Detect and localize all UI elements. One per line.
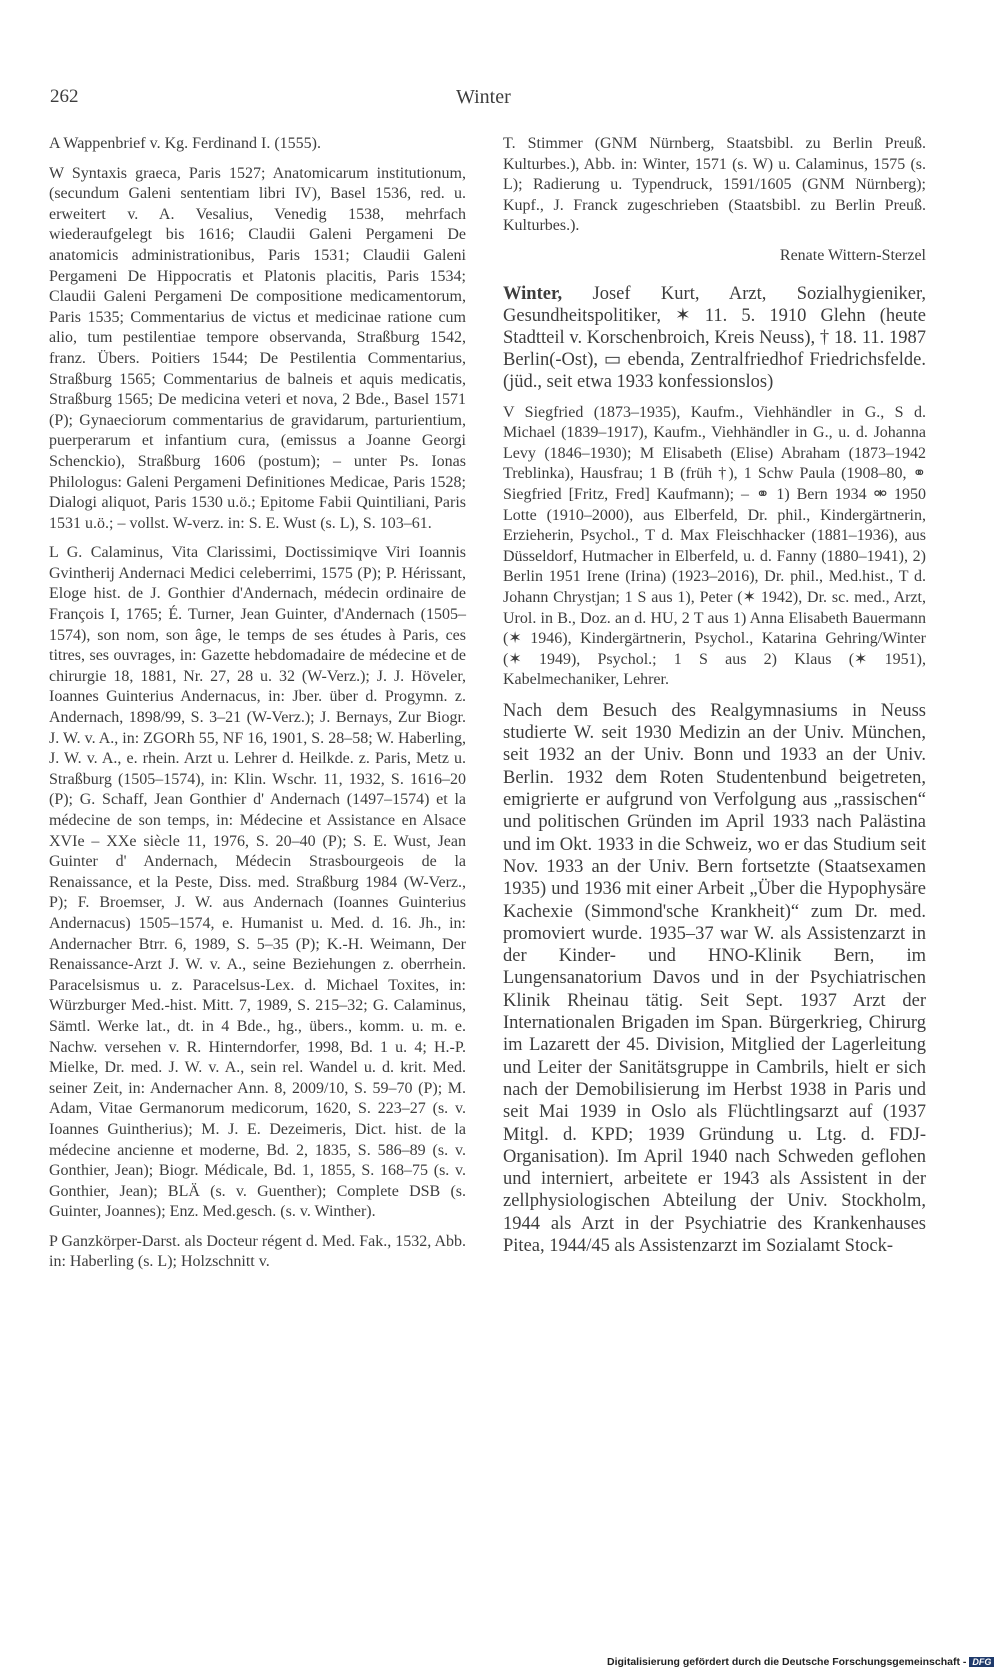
page-number: 262 xyxy=(50,86,79,107)
running-head: Winter xyxy=(456,86,511,108)
genealogy-entry: V Siegfried (1873–1935), Kaufm., Viehhändler in G., S d. Michael (1839–1917), Kaufm., Viehhändler in G., u. d. Johanna Levy (1846–1930); M Elisabeth (Elise) Abraham (1873–1942 Treblinka), Hausfrau; 1 B (früh †), 1 Schw Paula (1908–80, ⚭ Siegfried [Fritz, Fred] Kaufmann); – ⚭ 1) Bern 1934 ⚮ 1950 Lotte (1910–2000), aus Elberfeld, Dr. phil., Kindergärtnerin, Erzieherin, Psychol., T d. Max Fleischhacker (1881–1936), aus Düsseldorf, Hutmacher in Elberfeld, u. d. Fanny (1880–1941), 2) Berlin 1951 Irene (Irina) (1923–2016), Dr. phil., Med.hist., T d. Johann Chrystjan; 1 S aus 1), Peter (✶ 1942), Dr. sc. med., Arzt, Urol. in B., Doz. an d. HU, 2 T aus 1) Anna Elisabeth Bauermann (✶ 1946), Kindergärtnerin, Psychol., Katarina Gehring/Winter (✶ 1949), Psychol.; 1 S aus 2) Klaus (✶ 1951), Kabelmechaniker, Lehrer. xyxy=(503,403,926,689)
author-signature: Renate Wittern-Sterzel xyxy=(779,246,926,264)
literature-entry: L G. Calaminus, Vita Clarissimi, Doctissimiqve Viri Ioannis Gvintherij Andernaci Medici celeberrimi, 1575 (P); P. Hérissant, Eloge hist. de J. Gonthier d'Andernach, médecin ordinaire de François I, 1765; É. Turner, Jean Guinter, d'Andernach (1505–1574), son nom, son âge, le temps de ses études à Paris, ces titres, ses ouvrages, in: Gazette hebdomadaire de médecine et de chirurgie 18, 1881, Nr. 27, 28 u. 32 (W-Verz.); J. J. Höveler, Ioannes Guinterius Andernacus, in: Jber. über d. Progymn. z. Andernach, 1898/99, S. 3–21 (W-Verz.); J. Bernays, Zur Biogr. J. W. v. A., in: ZGORh 55, NF 16, 1901, S. 28–58; W. Haberling, J. W. v. A., e. rhein. Arzt u. Lehrer d. Heilkde. z. Paris, Metz u. Straßburg (1505–1574), in: Klin. Wschr. 11, 1932, S. 1616–20 (P); G. Schaff, Jean Gonthier d' Andernach (1497–1574) et la médecine de son temps, in: Médecine et Assistance en Alsace XVIe – XXe siècle 11, 1976, S. 20–40 (P); S. E. Wust, Jean Guinter d' Andernach, Médecin Strasbourgeois de la Renaissance, et la Peste, Diss. med. Straßburg 1984 (W-Verz., P); F. Broemser, J. W. aus Andernach (Ioannes Guinterius Andernacus) 1505–1574, e. Humanist u. Med. d. 16. Jh., in: Andernacher Btrr. 6, 1989, S. 5–35 (P); K.-H. Weimann, Der Renaissance-Arzt J. W. v. A., seine Beziehungen z. oberrhein. Paracelsismus u. z. Paracelsus-Lex. d. Michael Toxites, in: Würzburger Med.-hist. Mitt. 7, 1989, S. 215–32; G. Calaminus, Sämtl. Werke lat., dt. in 4 Bde., hg., übers., komm. u. m. e. Nachw. versehen v. R. Hinterndorfer, 1998, Bd. 1 u. 4; H.-P. Mielke, Dr. med. J. W. v. A., sein rel. Wandel u. d. krit. Med. seiner Zeit, in: Andernacher Ann. 8, 2009/10, S. 59–70 (P); M. Adam, Vitae Germanorum medicorum, 1620, S. 223–27 (s. v. Ioannes Guintherius); M. J. E. Dezeimeris, Dict. hist. de la médecine ancienne et moderne, Bd. 2, 1835, S. 586–89 (s. v. Gonthier, Jean); Biogr. Médicale, Bd. 1, 1855, S. 168–75 (s. v. Gonthier, Jean); BLÄ (s. v. Guenther); Complete DSB (s. Guinter, Joannes); Enz. Med.gesch. (s. v. Winther). xyxy=(49,544,466,1221)
left-column xyxy=(49,134,466,1282)
portraits-entry: P Ganzkörper-Darst. als Docteur régent d. Med. Fak., 1532, Abb. in: Haberling (s. L); Holzschnitt v. xyxy=(49,1232,466,1271)
headword-details: Josef Kurt, Arzt, Sozialhygieniker, Gesundheitspolitiker, ✶ 11. 5. 1910 Glehn (heute Stadtteil v. Korschenbroich, Kreis Neuss), † 18. 11. 1987 Berlin(-Ost), ▭ ebenda, Zentralfriedhof Friedrichsfelde. (jüd., seit etwa 1933 konfessionslos) xyxy=(503,283,926,392)
headword-name: Winter, xyxy=(503,283,563,304)
biography-text: Nach dem Besuch des Realgymnasiums in Neuss studierte W. seit 1930 Medizin an der Univ. München, seit 1932 an der Univ. Bonn und 1933 an der Univ. Berlin. 1932 dem Roten Studentenbund beigetreten, emigrierte er aufgrund von Verfolgung aus „rassischen“ und politischen Gründen im April 1933 nach Palästina und im Okt. 1933 in die Schweiz, wo er das Studium seit Nov. 1933 an der Univ. Bern fortsetzte (Staatsexamen 1935) und 1936 mit einer Arbeit „Über die Hypophysäre Kachexie (Simmond'sche Krankheit)“ zum Dr. med. promoviert wurde. 1935–37 war W. als Assistenzarzt in der Kinder- und HNO-Klinik Bern, im Lungensanatorium Davos und in der Psychiatrischen Klinik Rheinau tätig. Seit Sept. 1937 Arzt der Internationalen Brigaden im Span. Bürgerkrieg, Chirurg im Lazarett der 45. Division, Mitglied der Lagerleitung und Leiter der Sanitätsgruppe in Cambrils, hielt er sich nach der Demobilisierung im Herbst 1938 in Paris und seit Mai 1939 in Oslo als Flüchtlingsarzt auf (1937 Mitgl. d. KPD; 1939 Gründung u. Ltg. d. FDJ-Organisation). Im April 1940 nach Schweden geflohen und interniert, arbeitete er 1943 als Assistent in der zellphysiologischen Abteilung der Univ. Stockholm, 1944 als Arzt in der Psychiatrie des Krankenhauses Pitea, 1944/45 als Assistenzarzt im Sozialamt Stock- xyxy=(503,700,926,1256)
footer-text: Digitalisierung gefördert durch die Deutsche Forschungsgemeinschaft - xyxy=(607,1656,967,1668)
entry-headword xyxy=(503,283,926,393)
digitization-footer xyxy=(607,1656,997,1672)
page-header xyxy=(50,86,925,112)
portraits-continuation: T. Stimmer (GNM Nürnberg, Staatsbibl. zu Berlin Preuß. Kulturbes.), Abb. in: Winter, 1571 (s. W) u. Calaminus, 1575 (s. L); Radierung u. Typendruck, 1591/1605 (GNM Nürnberg); Kupf., J. Franck zugeschrieben (Staatsbibl. zu Berlin Preuß. Kulturbes.). xyxy=(503,135,926,235)
right-column xyxy=(503,134,926,1266)
coat-of-arms-entry: A Wappenbrief v. Kg. Ferdinand I. (1555). xyxy=(49,135,321,152)
works-entry: W Syntaxis graeca, Paris 1527; Anatomicarum institutionum, (secundum Galeni sententiam libri IV), Basel 1536, red. u. erweitert v. A. Vesalius, Venedig 1538, mehrfach wiederaufgelegt bis 1616; Claudii Galeni Pergameni De anatomicis administrationibus, Paris 1531; Claudii Galeni Pergameni De Hippocratis et Platonis placitis, Paris 1534; Claudii Galeni Pergameni De compositione medicamentorum, Paris 1535; Commentarius de victus et medicinae ratione cum alio, tum pestilentiae tempore observanda, Straßburg 1542, franz. Übers. Poitiers 1544; De Pestilentia Commentarius, Straßburg 1565; Commentarius de balneis et aquis medicatis, Straßburg 1565; De medicina veteri et nova, 2 Bde., Basel 1571 (P); Gynaeciorum commentarius de gravidarum, parturientium, puerperarum et infantium cura, (emissus a Joanne Georgi Schenckio), Straßburg 1606 (postum); – unter Ps. Ionas Philologus: Galeni Pergameni Definitiones Medicae, Paris 1528; Dialogi aliquot, Paris 1530 u.ö.; Epitome Fabii Quintiliani, Paris 1531 u.ö.; – vollst. W-verz. in: S. E. Wust (s. L), S. 103–61. xyxy=(49,164,466,532)
dfg-logo: DFG xyxy=(969,1657,994,1667)
